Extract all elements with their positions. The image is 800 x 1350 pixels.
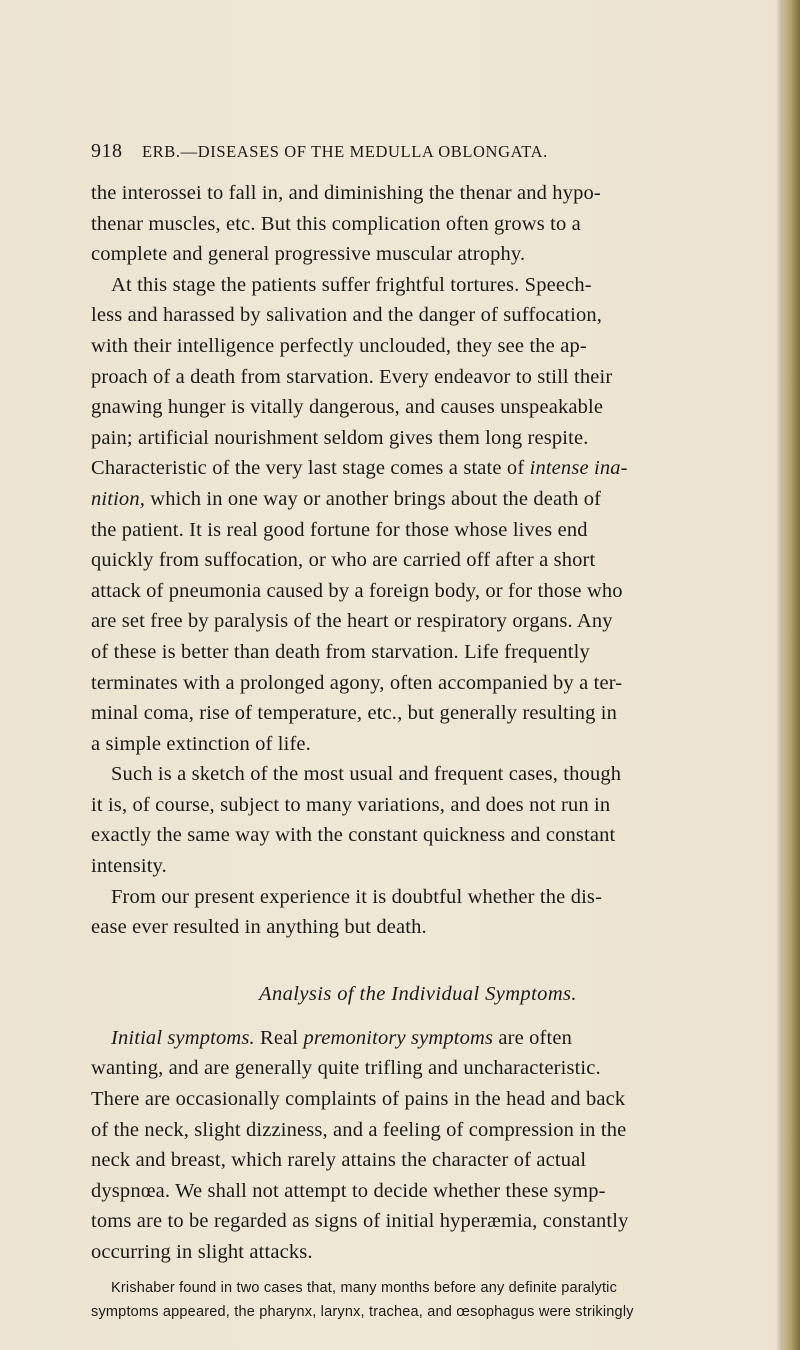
text-line: less and harassed by salivation and the danger of suffocation,: [91, 304, 603, 327]
text-line: exactly the same way with the constant quickness and constant: [91, 824, 616, 847]
page-header: [91, 140, 741, 170]
text-line: minal coma, rise of temperature, etc., but generally resulting in: [91, 702, 618, 725]
page-number: 918: [91, 140, 123, 162]
page-edge-shadow: [782, 0, 800, 1350]
paragraph-final-stage: [91, 270, 741, 760]
text-line: proach of a death from starvation. Every endeavor to still their: [91, 365, 613, 388]
paragraph-continuation: [91, 178, 741, 270]
text-line: At this stage the patients suffer frightful tortures. Speech-: [111, 273, 592, 296]
text-line: Such is a sketch of the most usual and frequent cases, though: [111, 763, 622, 786]
italic-term: nition,: [91, 487, 146, 510]
italic-term: intense ina-: [529, 457, 628, 480]
text-line: thenar muscles, etc. But this complication often grows to a: [91, 212, 581, 235]
spacer: [91, 943, 741, 977]
paragraph-initial-symptoms: [91, 1023, 741, 1268]
text-line: wanting, and are generally quite trifling and uncharacteristic.: [91, 1057, 601, 1080]
text-line: with their intelligence perfectly unclouded, they see the ap-: [91, 334, 587, 357]
italic-term: premonitory symptoms: [303, 1026, 494, 1049]
text-line: of these is better than death from starvation. Life frequently: [91, 640, 590, 663]
text-line: [91, 453, 741, 484]
section-heading: Analysis of the Individual Symptoms.: [259, 982, 577, 1005]
spacer: [91, 1268, 741, 1276]
body-text: [91, 178, 741, 1324]
text-line: of the neck, slight dizziness, and a feeling of compression in the: [91, 1118, 627, 1141]
text-line: complete and general progressive muscular atrophy.: [91, 243, 526, 266]
text-line: it is, of course, subject to many variations, and does not run in: [91, 793, 611, 816]
text-span: Real: [254, 1026, 304, 1049]
footnote-line: Krishaber found in two cases that, many months before any definite paralytic: [111, 1279, 618, 1296]
text-line: There are occasionally complaints of pains in the head and back: [91, 1088, 626, 1111]
text-line: a simple extinction of life.: [91, 732, 311, 755]
text-line: [91, 484, 741, 515]
text-line: attack of pneumonia caused by a foreign body, or for those who: [91, 579, 623, 602]
paragraph-sketch: [91, 759, 741, 881]
text-line: [91, 1023, 741, 1054]
text-span: are often: [493, 1026, 572, 1049]
text-span: Characteristic of the very last stage comes a state of: [91, 457, 530, 480]
text-line: are set free by paralysis of the heart or respiratory organs. Any: [91, 610, 613, 633]
footnote-line: symptoms appeared, the pharynx, larynx, trachea, and œsophagus were strikingly: [91, 1303, 634, 1320]
text-line: the interossei to fall in, and diminishing the thenar and hypo-: [91, 182, 601, 204]
text-line: occurring in slight attacks.: [91, 1241, 313, 1263]
spacer: [91, 1011, 741, 1023]
text-line: gnawing hunger is vitally dangerous, and causes unspeakable: [91, 396, 604, 419]
italic-term: Initial symptoms.: [111, 1026, 255, 1049]
text-line: ease ever resulted in anything but death.: [91, 916, 427, 939]
text-line: From our present experience it is doubtful whether the dis-: [111, 885, 603, 908]
text-line: intensity.: [91, 855, 167, 878]
text-line: quickly from suffocation, or who are carried off after a short: [91, 549, 596, 572]
text-span: which in one way or another brings about the death of: [145, 487, 602, 510]
footnote: [91, 1276, 741, 1324]
running-head: ERB.—DISEASES OF THE MEDULLA OBLONGATA.: [142, 142, 548, 161]
text-line: toms are to be regarded as signs of initial hyperæmia, constantly: [91, 1210, 629, 1233]
text-line: neck and breast, which rarely attains the character of actual: [91, 1149, 587, 1172]
paragraph-experience: [91, 882, 741, 943]
text-line: terminates with a prolonged agony, often accompanied by a ter-: [91, 671, 623, 694]
text-line: the patient. It is real good fortune for those whose lives end: [91, 518, 588, 541]
text-line: pain; artificial nourishment seldom gives them long respite.: [91, 426, 589, 449]
text-line: dyspnœa. We shall not attempt to decide whether these symp-: [91, 1179, 606, 1202]
